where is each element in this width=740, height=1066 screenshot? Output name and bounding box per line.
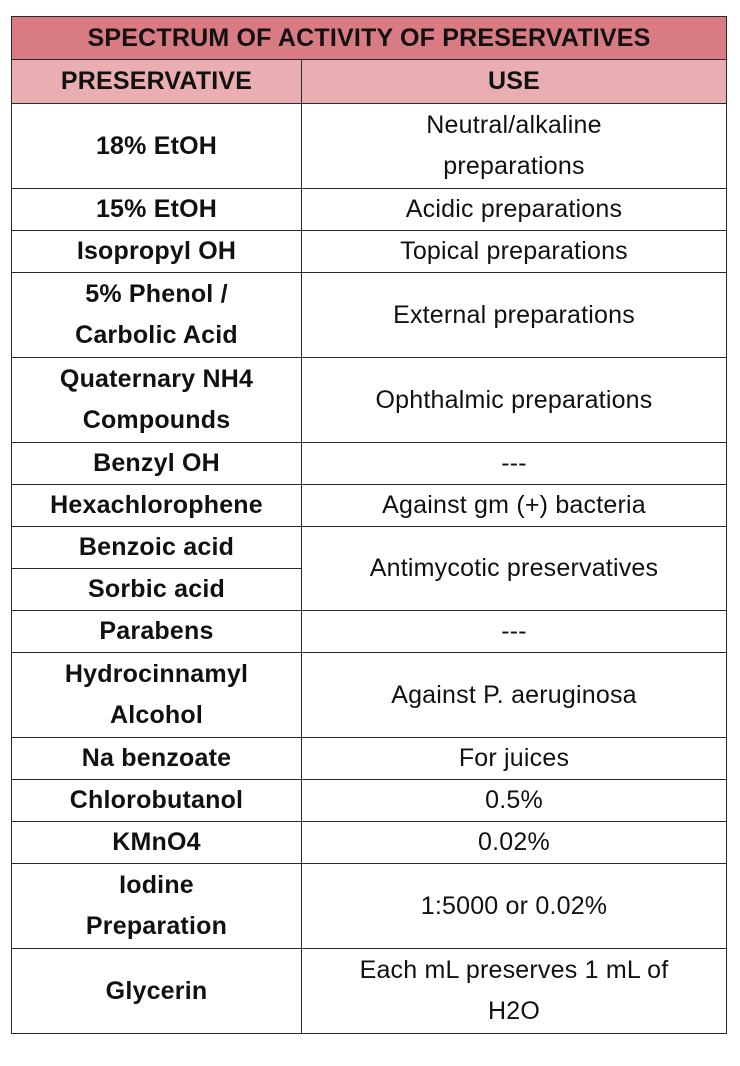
table-row: [12, 104, 727, 189]
use-cell: [302, 822, 727, 864]
preservative-cell: [12, 231, 302, 273]
use-cell: [302, 104, 727, 189]
use-cell: [302, 738, 727, 780]
preservative-cell: [12, 780, 302, 822]
preservative-name: Glycerin: [105, 976, 208, 1005]
preservative-cell: [12, 653, 302, 738]
preservative-name: Carbolic Acid: [75, 321, 238, 349]
table-row: [12, 443, 727, 485]
preservative-name: Na benzoate: [81, 744, 232, 772]
column-header-use: USE: [302, 60, 727, 104]
column-header-preservative: PRESERVATIVE: [12, 60, 302, 104]
table-row: [12, 653, 727, 738]
preservative-name: Parabens: [99, 617, 214, 645]
table-row: [12, 358, 727, 443]
use-cell: [302, 864, 727, 949]
use-cell: [302, 527, 727, 611]
use-text: Against P. aeruginosa: [391, 680, 637, 709]
preservative-name: Hexachlorophene: [50, 491, 263, 519]
preservative-cell: [12, 485, 302, 527]
preservative-cell: [12, 949, 302, 1034]
use-text: For juices: [458, 744, 570, 772]
preservative-name: Sorbic acid: [88, 575, 225, 603]
use-text: Antimycotic preservatives: [369, 554, 659, 582]
preservative-name: Chlorobutanol: [69, 786, 244, 814]
preservative-name: Benzoic acid: [78, 533, 235, 561]
use-text: Against gm (+) bacteria: [382, 491, 646, 519]
preservative-cell: [12, 822, 302, 864]
use-text: 0.5%: [485, 786, 543, 814]
table-row: [12, 231, 727, 273]
preservative-name: Compounds: [82, 406, 231, 434]
preservative-cell: [12, 358, 302, 443]
use-cell: [302, 358, 727, 443]
use-text: Neutral/alkaline: [426, 111, 602, 139]
use-cell: [302, 189, 727, 231]
preservative-name: 15% EtOH: [95, 195, 218, 223]
table-row: [12, 738, 727, 780]
preservative-name: Iodine: [119, 871, 194, 899]
use-cell: [302, 949, 727, 1034]
preservatives-table: [11, 16, 727, 1034]
table-row: [12, 485, 727, 527]
preservative-name: Quaternary NH4: [59, 365, 254, 393]
use-cell: [302, 273, 727, 358]
preservative-name: Isopropyl OH: [76, 237, 237, 265]
preservative-name: KMnO4: [112, 828, 201, 856]
table-row: [12, 189, 727, 231]
preservative-cell: [12, 569, 302, 611]
use-text: Acidic preparations: [405, 195, 623, 223]
preservative-name: Hydrocinnamyl: [64, 660, 249, 688]
table-row: [12, 780, 727, 822]
preservative-name: Benzyl OH: [93, 449, 220, 477]
preservative-cell: [12, 864, 302, 949]
table-row: [12, 822, 727, 864]
preservative-cell: [12, 738, 302, 780]
use-cell: [302, 780, 727, 822]
use-text: ---: [501, 617, 527, 645]
preservative-name: 18% EtOH: [95, 131, 218, 160]
table-row: [12, 949, 727, 1034]
use-cell: [302, 485, 727, 527]
preservative-name: 5% Phenol /: [85, 280, 228, 308]
use-text: preparations: [443, 152, 585, 180]
table-row: [12, 273, 727, 358]
preservative-cell: [12, 189, 302, 231]
preservative-name: Preparation: [85, 912, 228, 940]
preservative-cell: [12, 273, 302, 358]
use-cell: [302, 231, 727, 273]
table-row: [12, 611, 727, 653]
use-text: 0.02%: [478, 828, 550, 856]
preservative-name: Alcohol: [109, 701, 204, 729]
preservative-cell: [12, 104, 302, 189]
table-row: [12, 864, 727, 949]
table-title: SPECTRUM OF ACTIVITY OF PRESERVATIVES: [12, 17, 727, 60]
use-cell: [302, 611, 727, 653]
use-text: External preparations: [393, 300, 635, 329]
use-cell: [302, 653, 727, 738]
preservative-cell: [12, 611, 302, 653]
use-text: Ophthalmic preparations: [375, 385, 653, 414]
use-text: H2O: [487, 997, 540, 1025]
use-text: Each mL preserves 1 mL of: [359, 956, 669, 984]
preservative-cell: [12, 443, 302, 485]
table-row: [12, 527, 727, 569]
use-cell: [302, 443, 727, 485]
use-text: ---: [501, 449, 527, 477]
use-text: Topical preparations: [400, 237, 628, 265]
use-text: 1:5000 or 0.02%: [420, 891, 608, 920]
preservative-cell: [12, 527, 302, 569]
